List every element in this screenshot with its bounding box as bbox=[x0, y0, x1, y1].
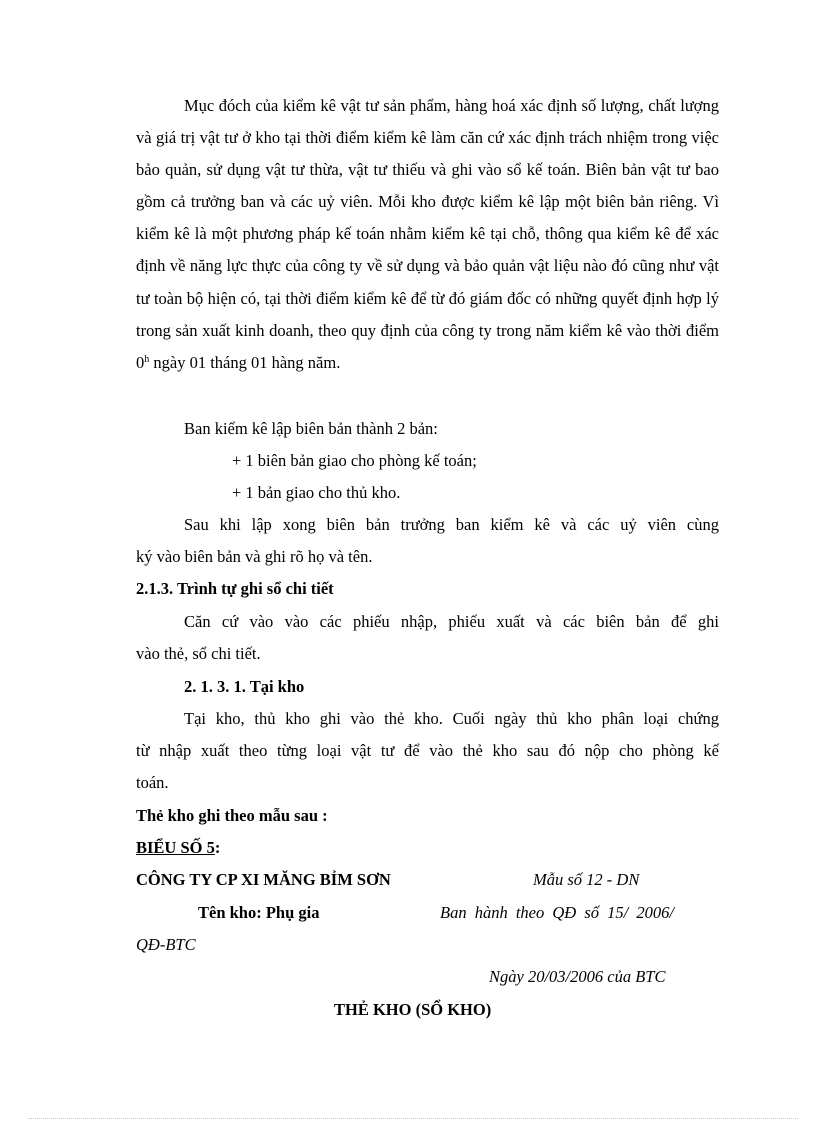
para1-superscript: h bbox=[144, 353, 150, 365]
subsection-heading-2-1-3-1: 2. 1. 3. 1. Tại kho bbox=[184, 677, 305, 696]
para1-text: Mục đóch của kiểm kê vật tư sản phẩm, hàng hoá xác định số lượng, chất lượng và giá trị vật tư ở kho tại thời điểm kiểm kê làm căn cứ xác định trách nhiệm trong việc bảo quản, sử dụng vật tư thừa, vật tư thiếu và ghi vào sổ kế toán. Biên bản vật tư bao gồm cả trưởng ban và các uỷ viên. Mỗi kho được kiểm kê lập một biên bản riêng. Vì kiểm kê là một phương pháp kế toán nhằm kiểm kê tại chỗ, thông qua kiểm kê để xác định về năng lực thực của công ty về sử dụng và bảo quản vật liệu nào đó cũng như vật tư toàn bộ hiện có, tại thời điểm kiểm kê để từ đó giám đốc có những quyết định hợp lý trong sản xuất kinh doanh, theo quy định của công ty trong năm kiểm kê vào thời điểm 0 bbox=[136, 96, 719, 372]
decision-code: QĐ-BTC bbox=[136, 935, 196, 954]
document-title: THẺ KHO (SỔ KHO) bbox=[334, 1000, 492, 1019]
issued-by-decision: Ban hành theo QĐ số 15/ 2006/ bbox=[440, 903, 674, 922]
para4-line3: toán. bbox=[136, 773, 169, 792]
para2-line2: ký vào biên bản và ghi rõ họ và tên. bbox=[136, 547, 373, 566]
para4-line2: từ nhập xuất theo từng loại vật tư để vào thẻ kho sau đó nộp cho phòng kế bbox=[136, 741, 719, 760]
para3-line1: Căn cứ vào vào các phiếu nhập, phiếu xuất và các biên bản để ghi bbox=[184, 612, 719, 631]
para3-line2: vào thẻ, sổ chi tiết. bbox=[136, 644, 261, 663]
bieu-so-text: BIỂU SỐ 5 bbox=[136, 838, 215, 857]
page-break-divider bbox=[28, 1118, 798, 1119]
para4-line1: Tại kho, thủ kho ghi vào thẻ kho. Cuối ngày thủ kho phân loại chứng bbox=[184, 709, 719, 728]
ban-kiem-ke-line: Ban kiểm kê lập biên bản thành 2 bản: bbox=[184, 419, 438, 438]
form-number: Mẫu số 12 - DN bbox=[533, 870, 640, 889]
issue-date: Ngày 20/03/2006 của BTC bbox=[489, 967, 666, 986]
paragraph-kiem-ke-purpose bbox=[136, 90, 719, 379]
the-kho-note: Thẻ kho ghi theo mẫu sau : bbox=[136, 806, 328, 825]
company-name: CÔNG TY CP XI MĂNG BỈM SƠN bbox=[136, 870, 391, 889]
bieu-so-colon: : bbox=[214, 838, 221, 857]
para1-end: ngày 01 tháng 01 hàng năm. bbox=[149, 352, 341, 372]
section-heading-2-1-3: 2.1.3. Trình tự ghi sổ chi tiết bbox=[136, 579, 334, 598]
warehouse-name: Tên kho: Phụ gia bbox=[198, 903, 320, 922]
list-item-2: + 1 bản giao cho thủ kho. bbox=[232, 483, 401, 502]
list-item-1: + 1 biên bản giao cho phòng kế toán; bbox=[232, 451, 477, 470]
para2-line1: Sau khi lập xong biên bản trưởng ban kiểm kê và các uỷ viên cùng bbox=[184, 515, 719, 534]
bieu-so-label bbox=[136, 837, 220, 859]
